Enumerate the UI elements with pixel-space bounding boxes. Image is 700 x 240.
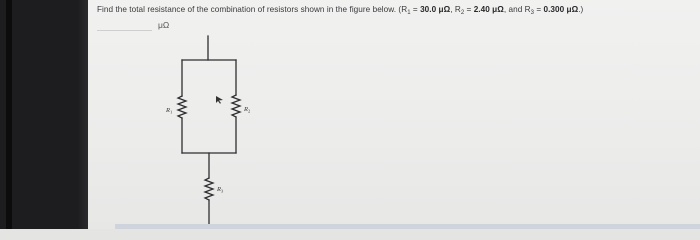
bottom-edge-strip (115, 224, 700, 229)
r1-resistor (178, 96, 186, 118)
r1-symbol: R (401, 5, 408, 14)
r3-label: $R_3$ (217, 186, 224, 194)
r1-label: $R_1$ (166, 107, 173, 115)
separator-1: , (450, 5, 455, 14)
r2-subscript: 2 (460, 10, 465, 16)
r1-value: 30.0 μΩ (420, 5, 451, 14)
r3-symbol: R (524, 5, 531, 14)
answer-unit-label: μΩ (158, 20, 170, 30)
separator-2: , and (503, 5, 525, 14)
r3-resistor (205, 178, 213, 200)
r2-equals: = (464, 5, 474, 14)
question-suffix: .) (578, 5, 584, 14)
r2-resistor (232, 95, 240, 117)
r2-value: 2.40 μΩ (473, 5, 504, 14)
r1-subscript: 1 (407, 10, 411, 16)
r3-value: 0.300 μΩ (543, 5, 579, 14)
question-prefix: Find the total resistance of the combination of resistors shown in the figure below. ( (97, 5, 402, 14)
r3-subscript: 3 (530, 10, 534, 16)
r2-label: $R_2$ (244, 106, 251, 114)
r1-equals: = (410, 5, 421, 14)
r3-equals: = (534, 5, 544, 14)
cursor-arrow-icon (216, 96, 223, 104)
r2-symbol: R (454, 5, 461, 14)
